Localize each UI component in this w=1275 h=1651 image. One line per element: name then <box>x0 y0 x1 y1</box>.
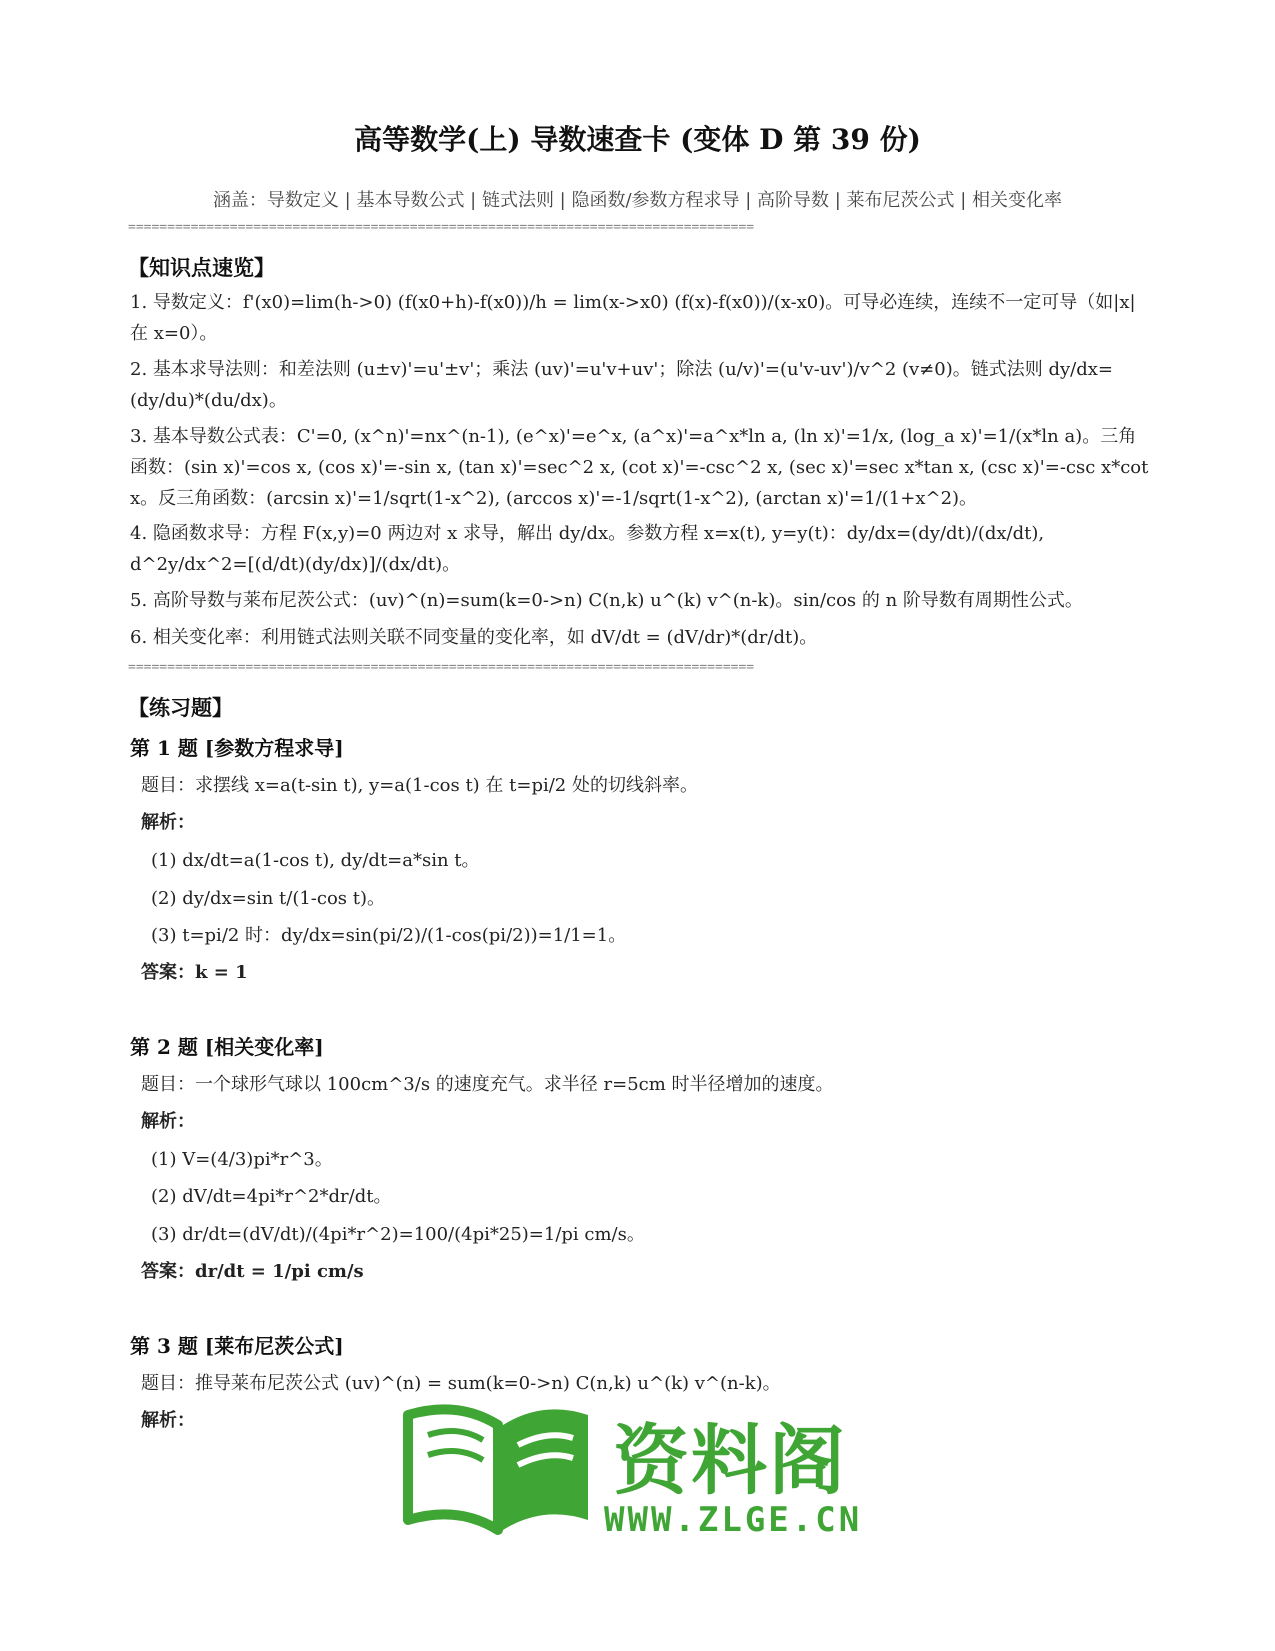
page-subtitle: 涵盖：导数定义 | 基本导数公式 | 链式法则 | 隐函数/参数方程求导 | 高阶导数 | 莱布尼茨公式 | 相关变化率 <box>212 190 1063 211</box>
book-logo-icon <box>398 1390 598 1540</box>
knowledge-item: 5. 高阶导数与莱布尼茨公式：(uv)^(n)=sum(k=0->n) C(n,k) u^(k) v^(n-k)。sin/cos 的 n 阶导数有周期性公式。 <box>130 590 1083 611</box>
question-3-problem: 题目：推导莱布尼茨公式 (uv)^(n) = sum(k=0->n) C(n,k) u^(k) v^(n-k)。 <box>141 1373 781 1394</box>
question-2-problem: 题目：一个球形气球以 100cm^3/s 的速度充气。求半径 r=5cm 时半径增加的速度。 <box>141 1074 834 1095</box>
question-1-step: (3) t=pi/2 时：dy/dx=sin(pi/2)/(1-cos(pi/2))=1/1=1。 <box>151 925 627 946</box>
section-heading-knowledge: 【知识点速览】 <box>128 255 275 280</box>
watermark-logo <box>398 1400 898 1590</box>
question-1-heading: 第 1 题 [参数方程求导] <box>130 736 344 760</box>
question-3-heading: 第 3 题 [莱布尼茨公式] <box>130 1334 344 1358</box>
knowledge-item: 6. 相关变化率：利用链式法则关联不同变量的变化率，如 dV/dt = (dV/dr)*(dr/dt)。 <box>130 627 818 648</box>
question-1-step: (2) dy/dx=sin t/(1-cos t)。 <box>151 888 386 909</box>
knowledge-item: 1. 导数定义：f'(x0)=lim(h->0) (f(x0+h)-f(x0))/h = lim(x->x0) (f(x)-f(x0))/(x-x0)。可导必连续，连续不一定可导（如|x|在 x=0）。 <box>130 292 1136 344</box>
question-2-heading: 第 2 题 [相关变化率] <box>130 1035 324 1059</box>
question-2-answer: 答案：dr/dt = 1/pi cm/s <box>141 1261 364 1282</box>
question-2-analysis-label: 解析： <box>141 1111 195 1132</box>
question-2-step: (2) dV/dt=4pi*r^2*dr/dt。 <box>151 1186 392 1207</box>
knowledge-item: 2. 基本求导法则：和差法则 (u±v)'=u'±v'；乘法 (uv)'=u'v+uv'；除法 (u/v)'=(u'v-uv')/v^2 (v≠0)。链式法则 dy/dx=(dy/du)*(du/dx)。 <box>130 359 1113 411</box>
section-heading-exercises: 【练习题】 <box>128 695 233 720</box>
divider-rule: ================================================================================ <box>128 660 755 675</box>
page-title: 高等数学(上) 导数速查卡 (变体 D 第 39 份) <box>354 123 921 156</box>
knowledge-item: 4. 隐函数求导：方程 F(x,y)=0 两边对 x 求导，解出 dy/dx。参数方程 x=x(t), y=y(t)：dy/dx=(dy/dt)/(dx/dt), d^2y/dx^2=[(d/dt)(dy/dx)]/(dx/dt)。 <box>130 523 1045 575</box>
question-2-step: (3) dr/dt=(dV/dt)/(4pi*r^2)=100/(4pi*25)=1/pi cm/s。 <box>151 1224 645 1245</box>
question-1-answer: 答案：k = 1 <box>141 962 248 983</box>
question-1-problem: 题目：求摆线 x=a(t-sin t), y=a(1-cos t) 在 t=pi/2 处的切线斜率。 <box>141 775 698 796</box>
watermark-brand-cn: 资料阁 <box>613 1416 847 1505</box>
divider-rule: ================================================================================ <box>128 220 755 235</box>
knowledge-item: 3. 基本导数公式表：C'=0, (x^n)'=nx^(n-1), (e^x)'=e^x, (a^x)'=a^x*ln a, (ln x)'=1/x, (log_a x)'=1/(x*ln a)。三角函数：(sin x)'=cos x, (cos x)'=-sin x, (tan x)'=sec^2 x, (cot x)'=-csc^2 x, (sec x)'=sec x*tan x, (csc x)'=-csc x*cot x。反三角函数：(arcsin x)'=1/sqrt(1-x^2), (arccos x)'=-1/sqrt(1-x^2), (arctan x)'=1/(1+x^2)。 <box>130 426 1149 509</box>
question-2-step: (1) V=(4/3)pi*r^3。 <box>151 1149 333 1170</box>
question-1-step: (1) dx/dt=a(1-cos t), dy/dt=a*sin t。 <box>151 850 480 871</box>
watermark-brand-url: WWW.ZLGE.CN <box>604 1500 863 1540</box>
question-1-analysis-label: 解析： <box>141 812 195 833</box>
question-3-analysis-label: 解析： <box>141 1410 195 1431</box>
